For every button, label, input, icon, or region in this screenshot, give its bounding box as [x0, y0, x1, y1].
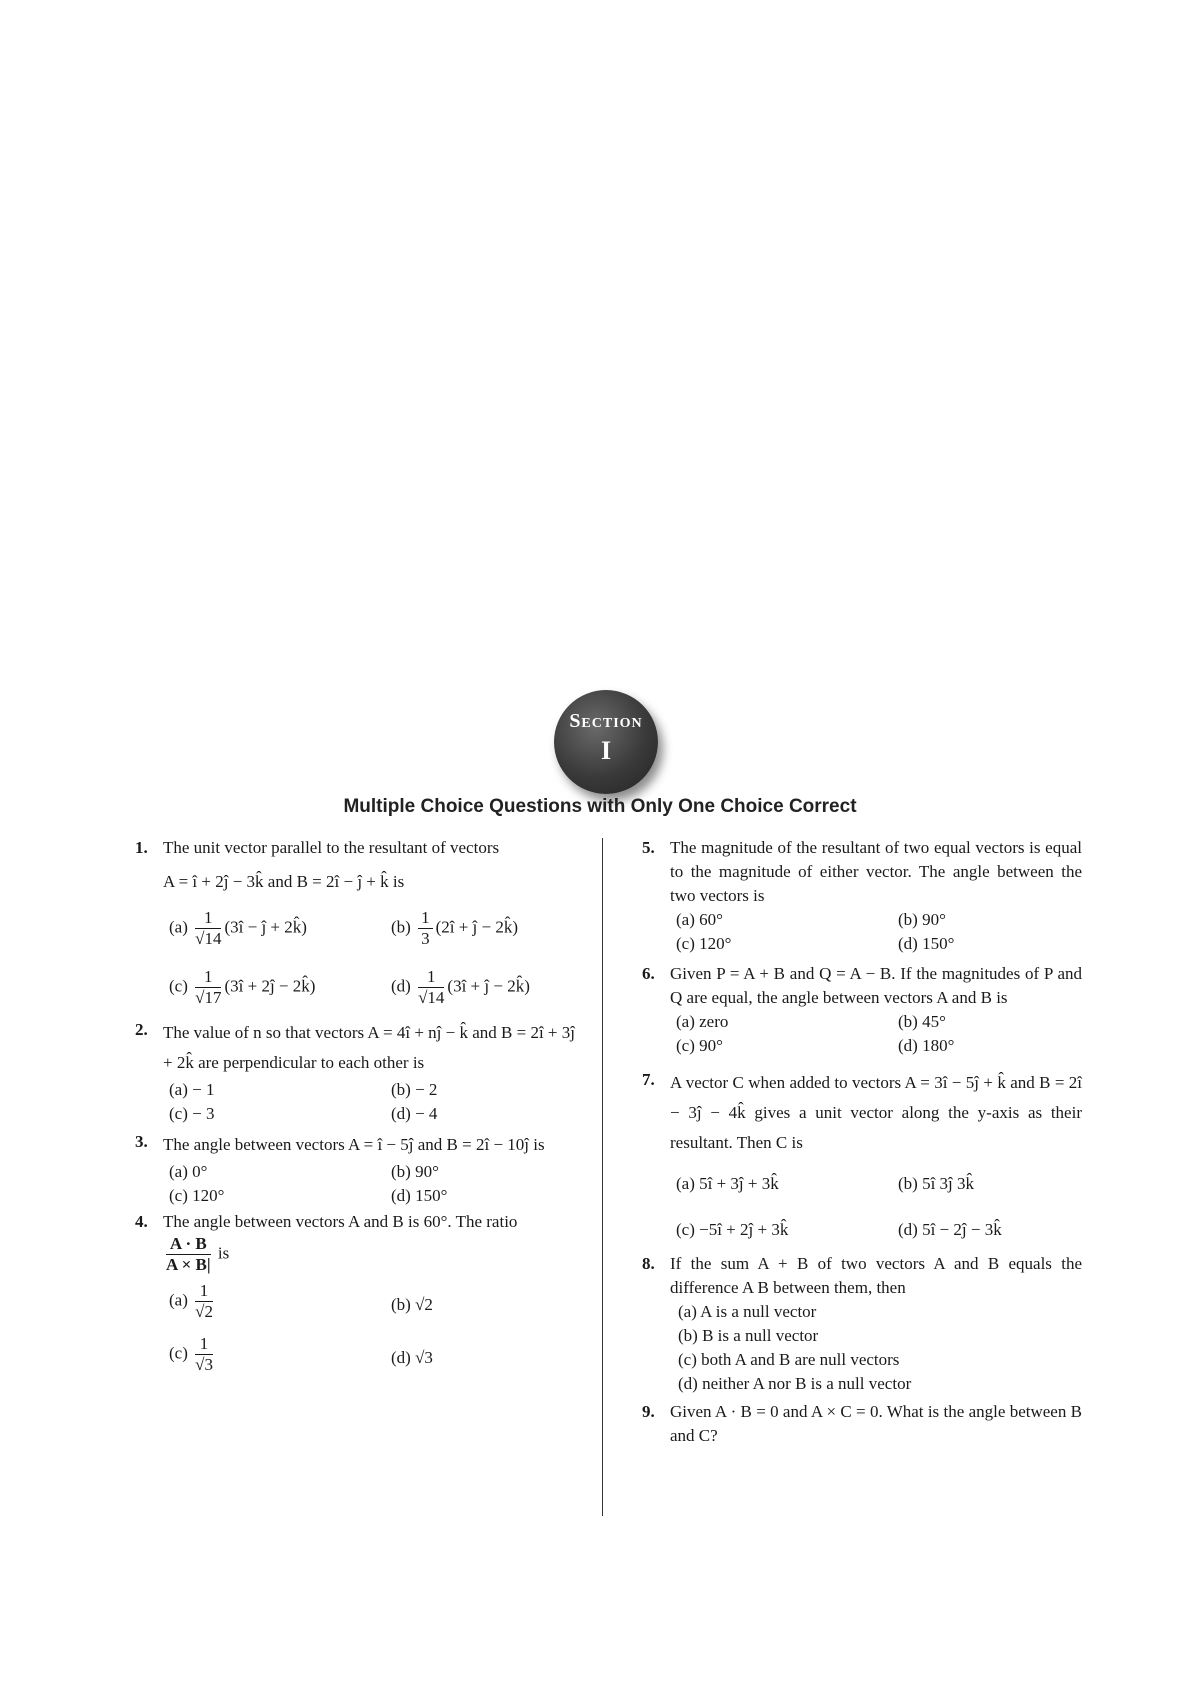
option-a[interactable] — [169, 908, 391, 949]
section-number: I — [600, 736, 612, 765]
option-b[interactable]: (b) − 2 — [391, 1080, 438, 1099]
section-word: Section — [569, 710, 643, 732]
option-expression: (2î + ĵ − 2k̂) — [435, 917, 519, 937]
column-divider — [602, 838, 603, 1516]
option-label: (b) — [391, 917, 411, 937]
left-column — [135, 836, 575, 1375]
question-text: A vector C when added to vectors A = 3î − 5ĵ + k̂ and B = 2î − 3ĵ − 4k̂ gives a unit vector along the y-axis as their resultant. Then C is — [670, 1073, 1082, 1152]
option-c[interactable]: (c) 120° — [676, 934, 732, 953]
option-a[interactable]: (a) A is a null vector — [678, 1302, 817, 1321]
fraction-denominator: A × B| — [166, 1255, 211, 1274]
fraction-numerator: 1 — [195, 908, 221, 929]
question-9 — [642, 1400, 1082, 1448]
options — [169, 1281, 575, 1375]
question-text: Given A · B = 0 and A × C = 0. What is the angle between B and C? — [670, 1402, 1082, 1445]
question-text: If the sum A + B of two vectors A and B equals the difference A B between them, then — [670, 1254, 1082, 1297]
option-d[interactable]: (d) 180° — [898, 1036, 955, 1055]
question-text: The unit vector parallel to the resultant of vectors — [163, 838, 500, 857]
option-d[interactable] — [391, 967, 591, 1008]
question-text: The angle between vectors A = î − 5ĵ and B = 2î − 10ĵ is — [163, 1135, 545, 1154]
fraction-denominator: √14 — [195, 929, 222, 948]
option-expression: (3î − ĵ + 2k̂) — [224, 917, 307, 937]
question-text-line2: A = î + 2ĵ − 3k̂ and B = 2î − ĵ + k̂ is — [163, 872, 405, 891]
options — [678, 1300, 1082, 1396]
fraction-denominator: 3 — [421, 929, 430, 948]
fraction-denominator: √14 — [418, 988, 445, 1007]
question-2 — [135, 1018, 575, 1126]
option-b[interactable]: (b) B is a null vector — [678, 1326, 819, 1345]
question-text: The value of n so that vectors A = 4î + nĵ − k̂ and B = 2î + 3ĵ + 2k̂ are perpendicular to each other is — [163, 1023, 575, 1072]
option-a[interactable] — [169, 1281, 391, 1322]
options — [169, 1160, 575, 1208]
option-a[interactable]: (a) 5î + 3ĵ + 3k̂ — [676, 1174, 779, 1193]
fraction-numerator: 1 — [418, 967, 444, 988]
option-expression: (3î + 2ĵ − 2k̂) — [224, 976, 316, 996]
options — [169, 908, 575, 1008]
options — [169, 1078, 575, 1126]
option-b[interactable]: (b) 5î 3ĵ 3k̂ — [898, 1174, 975, 1193]
fraction-numerator: 1 — [195, 967, 221, 988]
right-column — [642, 836, 1082, 1448]
option-c[interactable]: (c) 90° — [676, 1036, 723, 1055]
fraction-numerator: 1 — [195, 1334, 213, 1355]
option-d[interactable]: (d) √3 — [391, 1348, 433, 1367]
ratio-tail: is — [217, 1243, 230, 1263]
fraction-numerator: A · B — [166, 1234, 211, 1255]
option-b[interactable]: (b) 90° — [391, 1162, 439, 1181]
option-d[interactable]: (d) neither A nor B is a null vector — [678, 1374, 912, 1393]
option-label: (a) — [169, 917, 188, 937]
option-c[interactable]: (c) −5î + 2ĵ + 3k̂ — [676, 1220, 789, 1239]
options — [676, 1010, 1082, 1058]
fraction-numerator: 1 — [418, 908, 433, 929]
fraction-denominator: √2 — [195, 1302, 213, 1321]
option-a[interactable]: (a) 0° — [169, 1162, 208, 1181]
option-d[interactable]: (d) 150° — [898, 934, 955, 953]
question-number: 4. — [135, 1212, 148, 1231]
question-number: 6. — [642, 964, 655, 983]
section-badge — [554, 690, 658, 794]
page-heading: Multiple Choice Questions with Only One Choice Correct — [343, 796, 857, 817]
option-b[interactable]: (b) √2 — [391, 1295, 433, 1314]
options — [676, 908, 1082, 956]
option-b[interactable]: (b) 45° — [898, 1012, 946, 1031]
option-c[interactable] — [169, 1334, 391, 1375]
option-d[interactable]: (d) − 4 — [391, 1104, 438, 1123]
ratio-expression — [163, 1234, 575, 1275]
option-a[interactable]: (a) zero — [676, 1012, 729, 1031]
question-number: 2. — [135, 1020, 148, 1039]
option-label: (c) — [169, 1343, 188, 1363]
option-d[interactable]: (d) 150° — [391, 1186, 448, 1205]
question-3 — [135, 1130, 575, 1208]
question-4 — [135, 1210, 575, 1375]
option-c[interactable]: (c) − 3 — [169, 1104, 215, 1123]
option-label: (c) — [169, 976, 188, 996]
question-8 — [642, 1252, 1082, 1396]
option-a[interactable]: (a) − 1 — [169, 1080, 215, 1099]
fraction-numerator: 1 — [195, 1281, 213, 1302]
question-number: 8. — [642, 1254, 655, 1273]
option-b[interactable] — [391, 908, 591, 949]
option-label: (a) — [169, 1290, 188, 1310]
option-b[interactable]: (b) 90° — [898, 910, 946, 929]
question-text: The magnitude of the resultant of two equal vectors is equal to the magnitude of either vector. The angle between the two vectors is — [670, 838, 1082, 905]
question-6 — [642, 962, 1082, 1058]
option-a[interactable]: (a) 60° — [676, 910, 723, 929]
question-number: 1. — [135, 838, 148, 857]
question-number: 9. — [642, 1402, 655, 1421]
question-text: The angle between vectors A and B is 60°. The ratio — [163, 1212, 518, 1231]
option-c[interactable]: (c) both A and B are null vectors — [678, 1350, 900, 1369]
option-expression: (3î + ĵ − 2k̂) — [447, 976, 530, 996]
option-label: (d) — [391, 976, 411, 996]
options — [676, 1172, 1082, 1242]
question-number: 5. — [642, 838, 655, 857]
question-number: 7. — [642, 1070, 655, 1089]
question-text: Given P = A + B and Q = A − B. If the magnitudes of P and Q are equal, the angle between vectors A and B is — [670, 964, 1082, 1007]
option-c[interactable] — [169, 967, 391, 1008]
question-7 — [642, 1068, 1082, 1242]
fraction-denominator: √17 — [195, 988, 222, 1007]
question-number: 3. — [135, 1132, 148, 1151]
question-5 — [642, 836, 1082, 956]
option-d[interactable]: (d) 5î − 2ĵ − 3k̂ — [898, 1220, 1002, 1239]
question-1 — [135, 836, 575, 1008]
fraction-denominator: √3 — [195, 1355, 213, 1374]
option-c[interactable]: (c) 120° — [169, 1186, 225, 1205]
